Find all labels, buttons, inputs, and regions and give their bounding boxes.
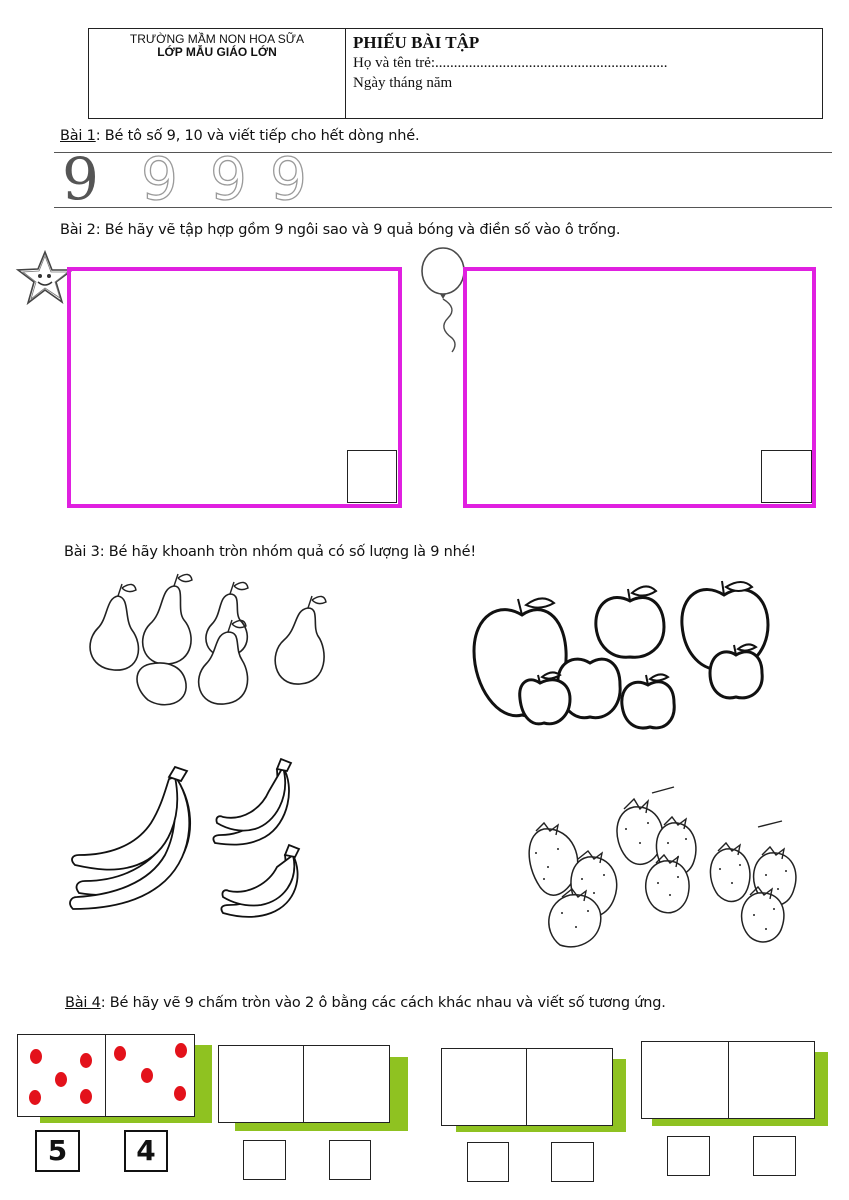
digit-solid: 9: [62, 145, 99, 213]
task2-label: Bài 2: [60, 222, 96, 238]
task1-label: Bài 1: [60, 128, 96, 144]
dot: [55, 1072, 67, 1087]
domino-1: [17, 1034, 195, 1117]
domino-3[interactable]: [441, 1048, 613, 1126]
answer-box-3a[interactable]: [467, 1142, 509, 1182]
banana-group-illustration: [65, 757, 310, 922]
school-name: TRƯỜNG MẦM NON HOA SỮA: [129, 32, 305, 46]
dot: [80, 1089, 92, 1104]
dot: [175, 1043, 187, 1058]
digit-trace-2: 9: [210, 145, 247, 213]
domino-2[interactable]: [218, 1045, 390, 1123]
task3-instruction: [64, 544, 476, 560]
balloon-icon: [418, 246, 468, 356]
school-block: [89, 33, 345, 59]
task2-text: : Bé hãy vẽ tập hợp gồm 9 ngôi sao và 9 quả bóng và điền số vào ô trống.: [95, 222, 621, 238]
header-divider: [345, 29, 346, 118]
task3-text: : Bé hãy khoanh tròn nhóm quả có số lượng là 9 nhé!: [99, 544, 476, 560]
dot: [30, 1049, 42, 1064]
date-line: Ngày tháng năm: [353, 75, 453, 91]
sheet-block: [353, 33, 668, 93]
dot: [114, 1046, 126, 1061]
balloon-count-box[interactable]: [761, 450, 812, 503]
task1-instruction: [60, 128, 419, 144]
strawberry-group-illustration: [522, 783, 812, 948]
answer-box-3b[interactable]: [551, 1142, 594, 1182]
task3-label: Bài 3: [64, 544, 100, 560]
domino-3-divider: [526, 1049, 527, 1125]
digit-trace-1: 9: [141, 145, 178, 213]
task1-text: : Bé tô số 9, 10 và viết tiếp cho hết dòng nhé.: [95, 128, 420, 144]
number-box-5: 5: [35, 1130, 80, 1172]
domino-4[interactable]: [641, 1041, 815, 1119]
task4-instruction: [65, 995, 666, 1011]
dot: [141, 1068, 153, 1083]
digit-trace-3: 9: [270, 145, 307, 213]
sheet-title: PHIẾU BÀI TẬP: [353, 33, 480, 52]
pear-group-illustration: [78, 568, 328, 718]
dot: [80, 1053, 92, 1068]
header-table: [88, 28, 823, 119]
domino-2-divider: [303, 1046, 304, 1122]
answer-box-4b[interactable]: [753, 1136, 796, 1176]
task4-text: : Bé hãy vẽ 9 chấm tròn vào 2 ô bằng các cách khác nhau và viết số tương ứng.: [100, 995, 666, 1011]
class-name: LỚP MẪU GIÁO LỚN: [157, 45, 277, 59]
dot: [29, 1090, 41, 1105]
answer-box-2a[interactable]: [243, 1140, 286, 1180]
task4-label: Bài 4: [65, 995, 101, 1011]
domino-4-divider: [728, 1042, 729, 1118]
domino-1-divider: [105, 1035, 106, 1116]
answer-box-2b[interactable]: [329, 1140, 371, 1180]
star-count-box[interactable]: [347, 450, 397, 503]
task2-instruction: [60, 222, 620, 238]
answer-box-4a[interactable]: [667, 1136, 710, 1176]
dot: [174, 1086, 186, 1101]
apple-group-illustration: [470, 575, 775, 750]
name-line: Họ và tên trẻ:..............................................................: [353, 55, 668, 71]
number-box-4: 4: [124, 1130, 168, 1172]
